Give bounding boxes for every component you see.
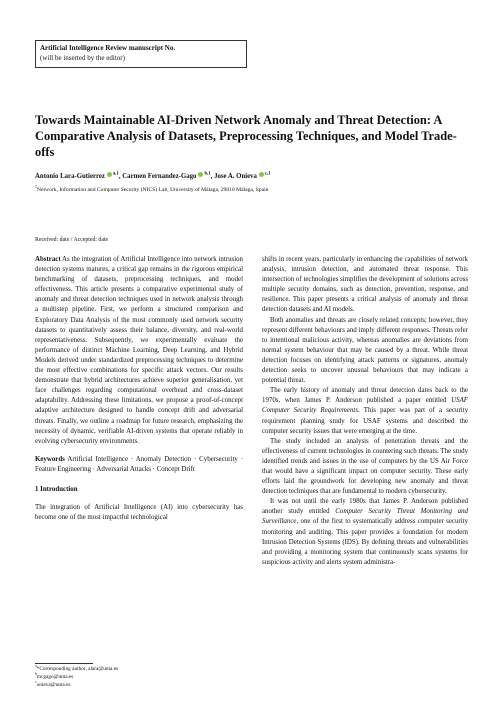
footnote bbox=[35, 681, 245, 689]
section-heading: 1 Introduction bbox=[35, 485, 78, 493]
received-date: Received: date / Accepted: date bbox=[35, 237, 109, 243]
paper-reference-title: USAF Computer Security Requirements bbox=[262, 397, 468, 415]
affiliation-text: Network, Information and Computer Security (NICS) Lab, University of Málaga, 29010 Málaga, Spain bbox=[36, 187, 269, 193]
footnote-marker: c bbox=[35, 680, 37, 685]
footnote-text: Corresponding author, alara@uma.es bbox=[39, 666, 119, 672]
footnote-divider bbox=[35, 663, 93, 664]
footnote-text: mcgago@uma.es bbox=[36, 674, 74, 680]
abstract-label: Abstract bbox=[35, 256, 61, 263]
journal-name: Artificial Intelligence Review manuscript No. bbox=[40, 44, 176, 52]
text-run: It was not until the early 1980s that James P. Anderson published another study entitled bbox=[262, 498, 468, 516]
abstract-text: As the integration of Artificial Intelligence into network intrusion detection systems matures, a critical gap remains in the rigorous empirical benchmarking of datasets, preprocessing techniques, and model effectiveness. This article presents a comparative experimental study of anomaly and threat detection techniques used in network analysis through a multistep pipeline. First, we perform a structured comparison and Exploratory Data Analysis of the most commonly used network security datasets to quantitatively assess their balance, diversity, and real-world representativeness. Subsequently, we experimentally evaluate the performance of distinct Machine Learning, Deep Learning, and Hybrid Models derived under standardized preprocessing techniques to determine the most effective combinations for specific attack vectors. Our results demonstrate that hybrid architectures achieve superior generalisation, yet face challenges regarding computational overhead and cross-dataset adaptability. Addressing these limitations, we propose a proof-of-concept adaptive architecture designed to handle concept drift and adversarial threats. Finally, we outline a roadmap for future research, emphasizing the necessity of dynamic, verifiable AI-driven systems that operate reliably in evolving cybersecurity environments. bbox=[35, 256, 243, 445]
author-list: Antonio Lara-Gutierrez $^{a,1}$, Carmen Fernandez-Gago $^{b,1}$, Jose A. Onieva $^{c,1}$ bbox=[35, 171, 271, 180]
intro-paragraph: The integration of Artificial Intelligence (AI) into cybersecurity has become one of the most impactful technological bbox=[35, 504, 243, 522]
footnote-marker: a bbox=[35, 664, 37, 669]
author-name: Carmen Fernandez-Gago bbox=[122, 173, 197, 180]
right-column bbox=[262, 255, 468, 568]
keywords-text: Artificial Intelligence · Anomaly Detection · Cybersecurity · Feature Engineering · Adversarial Attacks · Concept Drift bbox=[35, 455, 243, 473]
body-paragraph bbox=[262, 497, 468, 568]
orcid-icon[interactable] bbox=[198, 172, 203, 177]
text-run: The early history of anomaly and threat detection dates back to the 1970s, when James P. Anderson published a paper entitled bbox=[262, 387, 468, 405]
author-affiliation-marker: c,1 bbox=[264, 171, 271, 177]
body-paragraph bbox=[262, 386, 468, 436]
body-paragraph: Both anomalies and threats are closely related concepts; however, they represent different behaviours and imply different responses. Threats refer to intentional malicious activity, whereas anomalies are deviations from normal system behaviour that may be caused by a threat. While threat detection focuses on identifying attack patterns or signatures, anomaly detection seeks to uncover unusual behaviours that may indicate a potential threat. bbox=[262, 316, 468, 385]
left-column bbox=[35, 255, 243, 523]
keywords-label: Keywords bbox=[35, 455, 65, 463]
paper-title: Towards Maintainable AI-Driven Network Anomaly and Threat Detection: A Comparative Analysis of Datasets, Preprocessing Techniques, and Model Trade-offs bbox=[35, 113, 457, 159]
body-paragraph: The study included an analysis of penetration threats and the effectiveness of current technologies in countering such threats. The study identified trends and issues in the use of computers by the US Air Force that would have a significant impact on computer security. These early efforts laid the groundwork for developing new anomaly and threat detection techniques that are fundamental to modern cybersecurity. bbox=[262, 437, 468, 496]
footnotes bbox=[35, 665, 245, 689]
body-paragraph: shifts in recent years, particularly in enhancing the capabilities of network analysis, intrusion detection, and automated threat response. This intersection of technologies simplifies the development of solutions across multiple security domains, such as detection, prevention, response, and resilience. This paper presents a critical analysis of anomaly and threat detection datasets and AI models. bbox=[262, 256, 468, 314]
author-name: Jose A. Onieva bbox=[214, 173, 257, 180]
editor-note: (will be inserted by the editor) bbox=[40, 54, 125, 62]
orcid-icon[interactable] bbox=[107, 172, 112, 177]
author-affiliation-marker: a,1 bbox=[112, 171, 119, 177]
affiliation-marker: 1 bbox=[35, 185, 37, 190]
keywords bbox=[35, 455, 243, 475]
footnote-marker: b bbox=[35, 672, 37, 677]
affiliation bbox=[35, 186, 465, 194]
footnote-asterisk: * bbox=[36, 666, 40, 672]
orcid-icon[interactable] bbox=[259, 172, 264, 177]
text-run: , one of the first to systematically address computer security monitoring and auditing. This paper provides a foundation for modern Intrusion Detection Systems (IDS). By defining threats and vulnerabilities and providing a monitoring system that continuously scans systems for suspicious activity and alerts system administra- bbox=[262, 518, 468, 566]
paper-reference-title: Computer Security Threat Monitoring and Surveillance bbox=[262, 508, 468, 526]
author-affiliation-marker: b,1 bbox=[204, 171, 211, 177]
text-run: . This paper was part of a security requirement planning study for USAF systems and described the computer security issues that were emerging at the time. bbox=[262, 407, 469, 435]
manuscript-header-box bbox=[35, 40, 247, 68]
footnote-text: onieva@uma.es bbox=[36, 682, 71, 688]
footnote bbox=[35, 673, 245, 681]
footnote bbox=[35, 665, 245, 673]
author-name: Antonio Lara-Gutierrez bbox=[35, 173, 105, 180]
abstract bbox=[35, 255, 243, 447]
